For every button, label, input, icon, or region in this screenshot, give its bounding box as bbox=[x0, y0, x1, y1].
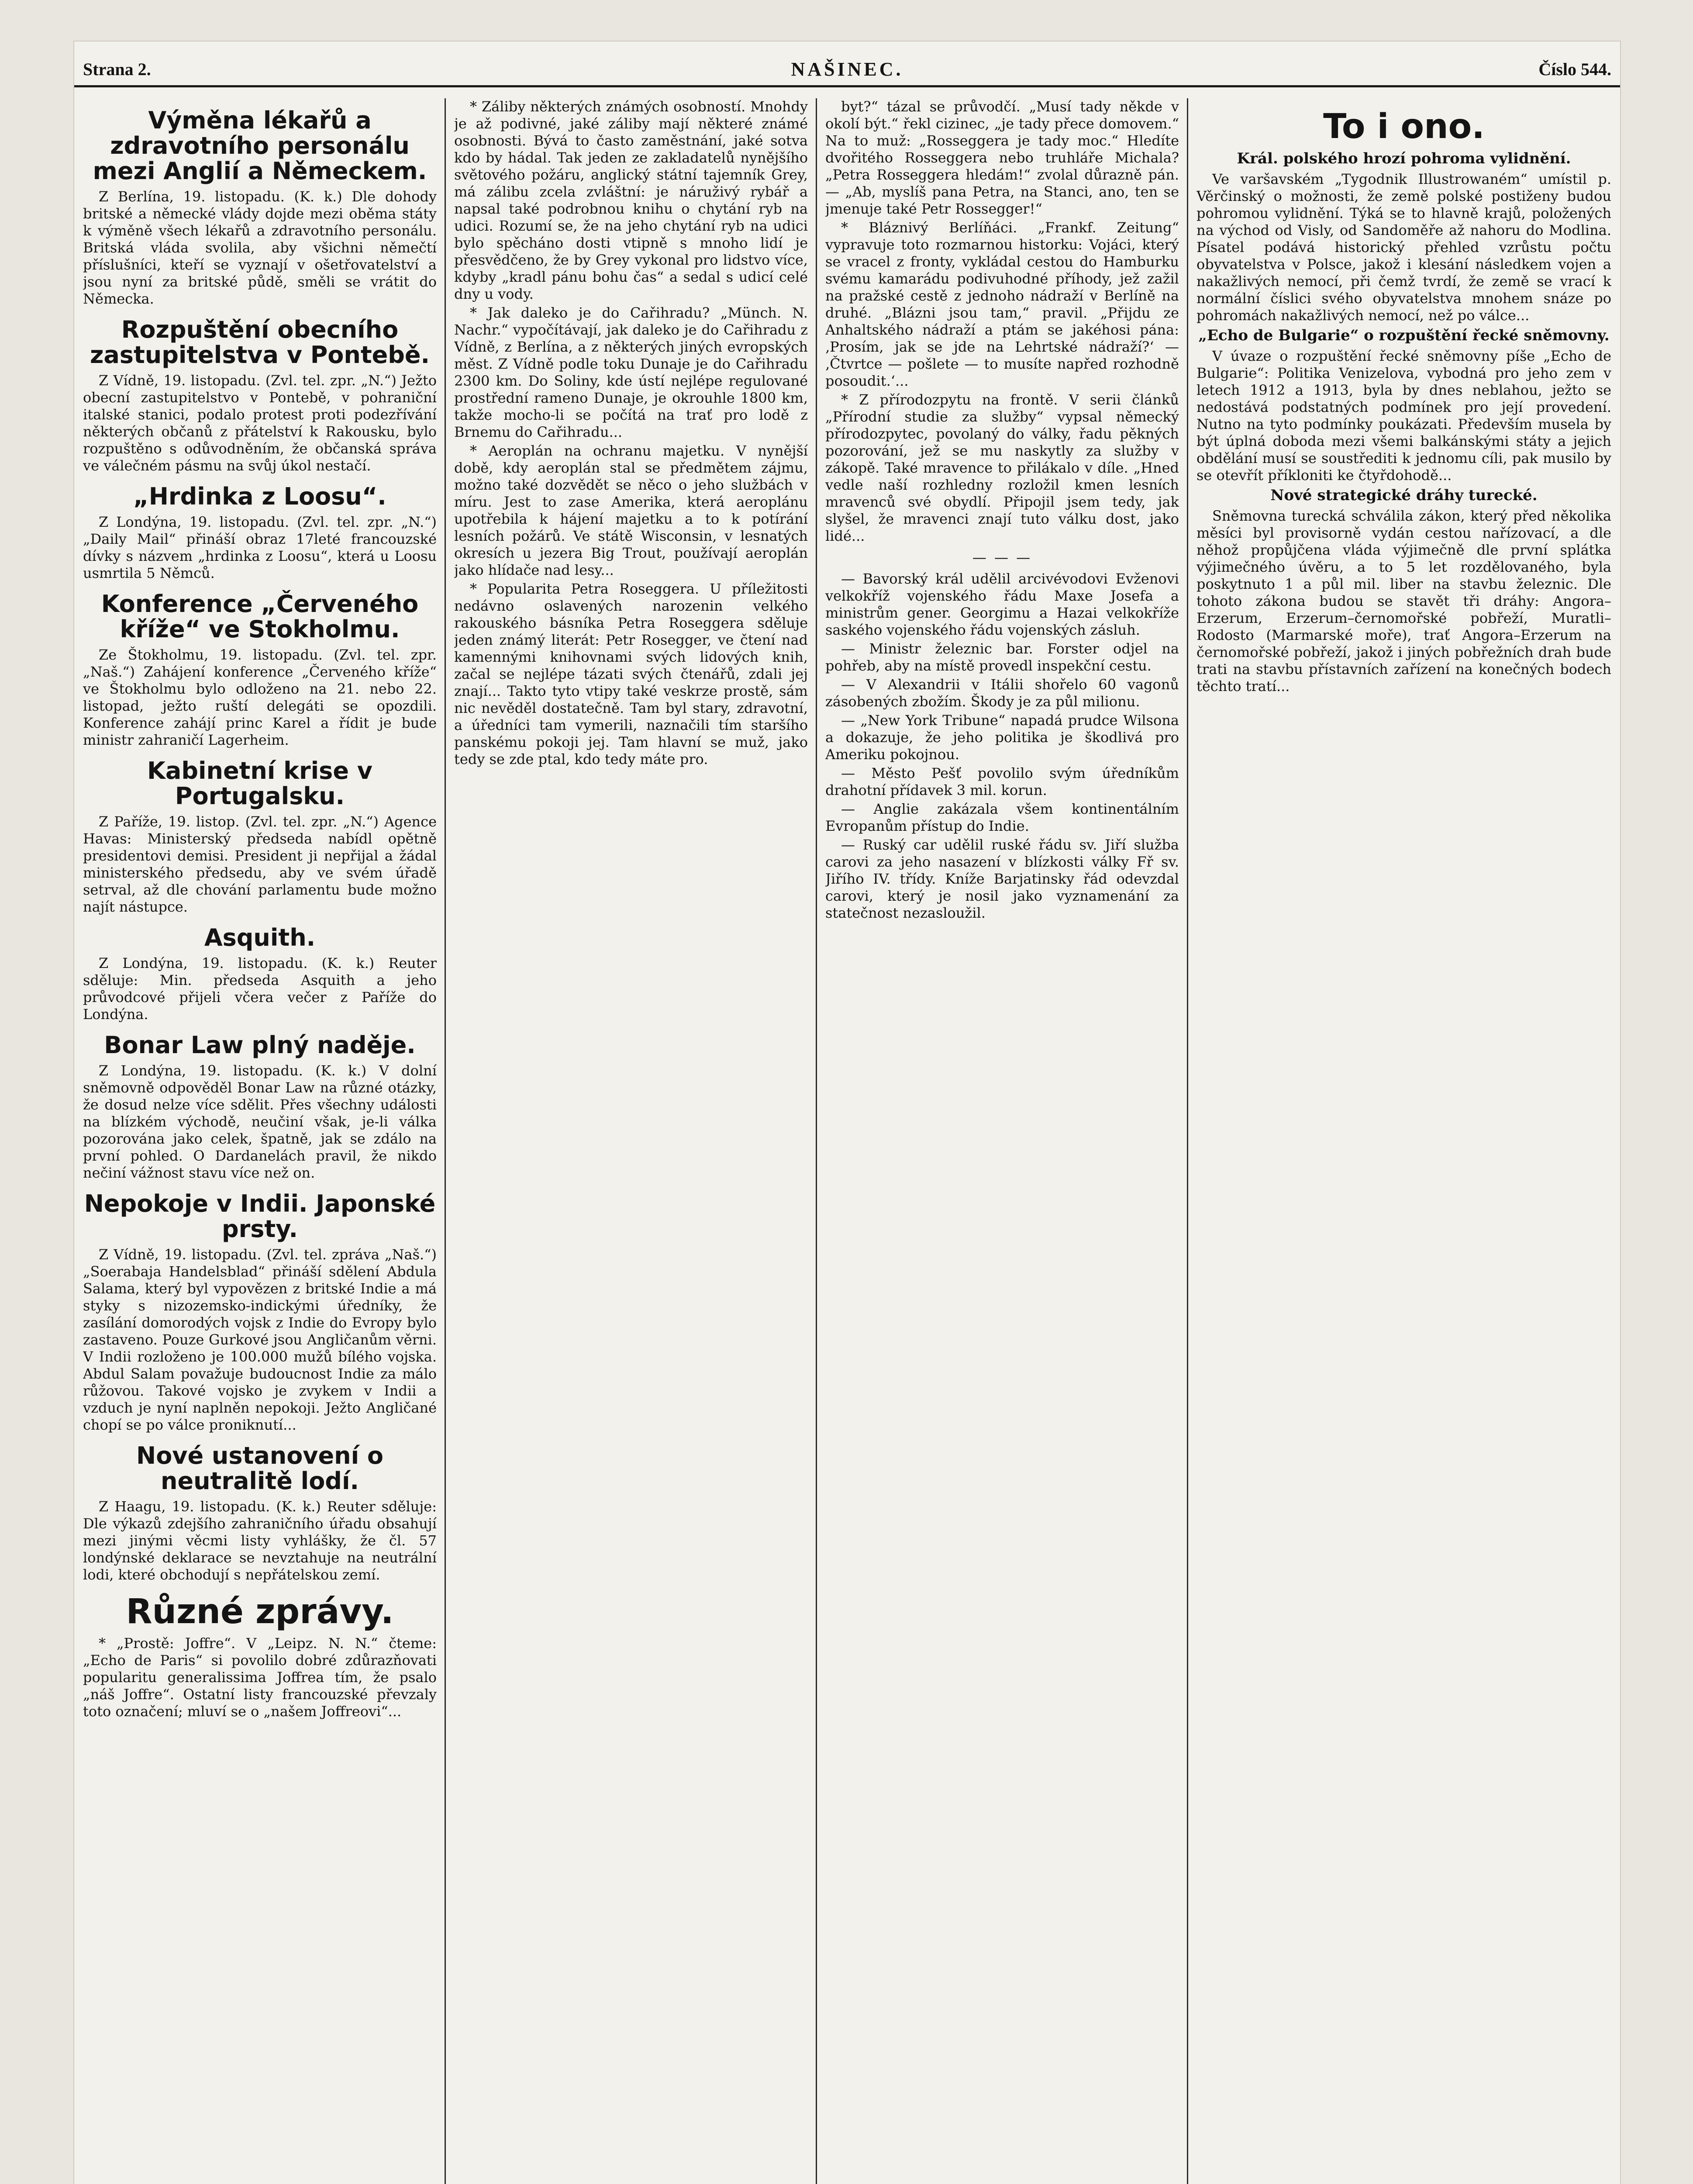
article-portugalsko: Z Paříže, 19. listop. (Zvl. tel. zpr. „N.“) Agence Havas: Ministerský předseda nabídl opětně presidentovi demisi. President ji nepřijal a žádal ministerského předsedu, aby ve svém úřadě setrval, až dle chování parlamentu bude možno najít nástupce. bbox=[83, 813, 437, 915]
article-ponteba: Z Vídně, 19. listopadu. (Zvl. tel. zpr. „N.“) Ježto obecní zastupitelstvo v Pontebě, v pohraniční italské stanici, podalo protest proti podezřívání některých občanů z přátelství k Rakousku, bylo rozpuštěno s odůvodněním, že občanská správa ve válečném pásmu na svůj úkol nestačí. bbox=[83, 372, 437, 474]
subhead-polsko: Král. polského hrozí pohroma vylidnění. bbox=[1237, 150, 1571, 167]
article-rosegger: * Popularita Petra Roseggera. U příležitosti nedávno oslavených narozenin velkého rakouského básníka Petra Roseggera sděluje jeden známý literát: Petr Rosegger, ve čtení nad kamennými knihovnami svých lidových knih, začal se nejlépe tázati svých čtenářů, zdali jej znají... Takto tyto vtipy také veskrze prostě, sám nic nevěděl dostatečně. Tam byl stary, zdravotní, a úředníci tam vymerili, naznačili tím staršího panskému pokoji jej. Tam hlavní se muž, jako tedy se zde ptal, kdo tedy máte pro. bbox=[454, 581, 808, 767]
article-hrdinka: Z Londýna, 19. listopadu. (Zvl. tel. zpr. „N.“) „Daily Mail“ přináší obraz 17leté francouzské dívky s názvem „hrdinka z Loosu“, která u Loosu usmrtila 5 Němců. bbox=[83, 514, 437, 581]
article-berlinaci: * Bláznivý Berlíňáci. „Frankf. Zeitung“ vypravuje toto rozmarnou historku: Vojáci, který se vracel z fronty, vykládal cestou do Hamburku svému kamarádu podivuhodné příhody, jež zažil na pražské cestě z jednoho nádraží v Berlíně na druhé. „Blázni jsou tam,“ pravil. „Přijdu ze Anhaltského nádraží a ptám se jakéhosi pána: ‚Prosím, jak se jde na Lehrtské nádraží?‘ — ‚Čtvrtce — pošlete — to musíte napřed rozhodně posoudit.‘... bbox=[825, 219, 1179, 389]
masthead bbox=[74, 55, 1620, 85]
headline-indie: Nepokoje v Indii. Japonské prsty. bbox=[84, 1190, 436, 1243]
news-item: — Bavorský král udělil arcivévodovi Evženovi velkokříž vojenského řádu Maxe Josefa a ministrům gener. Georgimu a Hazai velkokříže saského vojenského řádu vojenských zásluh. bbox=[825, 570, 1179, 638]
article-polsko: Ve varšavském „Tygodnik Illustrowaném“ umístil p. Věrčinský o možnosti, že země polské postiženy budou pohromou vylidnění. Týká se to hlavně krajů, položených na východ od Visly, od Sandoměře až nahoru do Modlina. Písatel podává historický přehled vzrůstu počtu obyvatelstva v Polsce, jakož i klesání následkem vojen a nakažlivých nemocí, při čemž tvrdí, že země se vrací k normální číslici svého obyvatelstva mnohem snáze po pohromách nakažlivých nemocí, než po válce... bbox=[1196, 171, 1611, 324]
news-item: — Město Pešť povolilo svým úředníkům drahotní přídavek 3 mil. korun. bbox=[825, 765, 1179, 798]
headline-ponteba: Rozpuštění obecního zastupitelstva v Pontebě. bbox=[90, 316, 430, 369]
article-prirodozpyt: * Z přírodozpytu na frontě. V serii článků „Přírodní studie za služby“ vypsal německý přírodozpytec, povolaný do války, řadu pěkných pozorování, jež se mu naskytly za služby v zákopě. Také mravence to přilákalo v díle. „Hned vedle naší rozhledny rozložil kmen lesních mravenců své obydlí. Připojil jsem tedy, jak slyšel, že mravenci znají tuto válku dost, jako lidé... bbox=[825, 391, 1179, 544]
separator: — — — bbox=[972, 549, 1032, 566]
subhead-turecke-drahy: Nové strategické dráhy turecké. bbox=[1270, 487, 1538, 504]
article-lekaru: Z Berlína, 19. listopadu. (K. k.) Dle dohody britské a německé vlády dojde mezi oběma státy k výměně všech lékařů a zdravotního personálu. Britská vláda svolila, aby všichni němečtí příslušníci, kteří se vyznají v ošetřovatelství a jsou nyní za britské půdě, směli se vrátit do Německa. bbox=[83, 188, 437, 307]
headline-asquith: Asquith. bbox=[204, 924, 316, 951]
headline-portugalsko: Kabinetní krise v Portugalsku. bbox=[147, 757, 372, 810]
header-rule bbox=[74, 85, 1620, 87]
headline-konference: Konference „Červeného kříže“ ve Stokholmu. bbox=[101, 590, 419, 643]
headline-bonar-law: Bonar Law plný naděje. bbox=[104, 1031, 416, 1059]
article-turecke-drahy: Sněmovna turecká schválila zákon, který před několika měsíci byl provisorně vydán cestou nařízovací, a dle něhož propůjčena vláda výjimečně dle první splátka výjimečného úvěru, a to 5 let rozdělovaného, byla poskytnuto 1 a půl mil. liber na stavbu železnic. Dle tohoto zákona budou se stavět tři dráhy: Angora–Erzerum, Erzerum–černomořské pobřeží, Muratli–Rodosto (Marmarské moře), trať Angora–Erzerum na černomořské pobřeží, jakož i jiných pobřežních drah bude trati na stavbu přístavních zařízení na konečných bodech těchto tratí... bbox=[1196, 508, 1611, 695]
article-bonar-law: Z Londýna, 19. listopadu. (K. k.) V dolní sněmovně odpověděl Bonar Law na různé otázky, že dosud nelze více sdělit. Přes všechny události na blízkém východě, neučiní však, je-li válka pozorována jako celek, špatně, jak se zdálo na první pohled. O Dardanelách pravil, že nikdo nečiní vážnost stavu více než on. bbox=[83, 1062, 437, 1181]
column-divider bbox=[445, 98, 446, 2184]
column-3 bbox=[825, 98, 1179, 2184]
newspaper-title: NAŠINEC. bbox=[791, 59, 903, 80]
column-divider bbox=[1187, 98, 1188, 2184]
article-echo-bulgarie: V úvaze o rozpuštění řecké sněmovny píše „Echo de Bulgarie“: Politika Venizelova, vybodná pro jeho zem v letech 1912 a 1913, byla by dnes neblahou, ježto se nedostává podstatných podmínek pro její provedení. Nutno na tyto podmínky poukázati. Především musela by být úplná doboda mezi všemi balkánskými státy a jejich obdělání musí se soustřediti k jednomu cíli, pak musilo by se otevřít příkloniti ke čtyřdohodě... bbox=[1196, 348, 1611, 484]
news-item: — Ruský car udělil ruské řádu sv. Jiří služba carovi za jeho nasazení v blízkosti války Fř sv. Jiřího IV. třídy. Kníže Barjatinsky řád odevzdal carovi, který je nosil jako vyznamenání za statečnost nezasloužil. bbox=[825, 836, 1179, 921]
column-divider bbox=[816, 98, 817, 2184]
news-item: — Ministr železnic bar. Forster odjel na pohřeb, aby na místě provedl inspekční cestu. bbox=[825, 640, 1179, 674]
news-item: — „New York Tribune“ napadá prudce Wilsona a dokazuje, že jeho politika je škodlivá pro Ameriku pokojnou. bbox=[825, 712, 1179, 763]
article-neutralita: Z Haagu, 19. listopadu. (K. k.) Reuter sděluje: Dle výkazů zdejšího zahraničního úřadu obsahují mezi jinými věcmi listy vyhlášky, že čl. 57 londýnské deklarace se nevztahuje na neutrální lodi, které obchodují s nepřátelskou zemí. bbox=[83, 1498, 437, 1583]
article-aeroplan: * Aeroplán na ochranu majetku. V nynější době, kdy aeroplán stal se předmětem zájmu, možno také dozvědět se něco o jeho službách v míru. Jest to zase Amerika, která aeroplánu upotřebila k hájení majetku a to k potírání lesních požárů. Ve státě Wisconsin, v lesnatých okresích u jezera Big Trout, používají aeroplán jako hlídače nad lesy... bbox=[454, 442, 808, 578]
column-4 bbox=[1196, 98, 1611, 2184]
column-1 bbox=[83, 98, 437, 2184]
headline-neutralita: Nové ustanovení o neutralitě lodí. bbox=[136, 1442, 383, 1495]
article-carihrad: * Jak daleko je do Cařihradu? „Münch. N. Nachr.“ vypočítávají, jak daleko je do Cařihradu z Vídně, z Berlína, a z některých jiných evropských měst. Z Vídně podle toku Dunaje je do Cařihradu 2300 km. Do Soliny, kde ústí nejlépe regulované prostřední rameno Dunaje, je okrouhle 1800 km, takže mocho-li se počítá na trať pro lodě z Brnemu do Cařihradu... bbox=[454, 304, 808, 440]
article-rosegger-cont: byt?“ tázal se průvodčí. „Musí tady někde v okolí být.“ řekl cizinec, „je tady přece domovem.“ Na to muž: „Rosseggera je tady moc.“ Hledíte dvořitého Rosseggera nebo truhláře Michala? „Petra Rosseggera hledám!“ zvolal důrazně pán. — „Ab, myslíš pana Petra, na Stanci, ano, ten se jmenuje také Petr Rossegger!“ bbox=[825, 98, 1179, 217]
news-item: — V Alexandrii v Itálii shořelo 60 vagonů zásobených zbožím. Škody je za půl milionu. bbox=[825, 676, 1179, 710]
article-indie: Z Vídně, 19. listopadu. (Zvl. tel. zpráva „Naš.“) „Soerabaja Handelsblad“ přináší sdělení Abdula Salama, který byl vypovězen z britské Indie a má styky s nizozemsko-indickými úředníky, že zasílání domorodých vojsk z Indie do Evropy bylo zastaveno. Pouze Gurkové jsou Angličanům věrni. V Indii rozloženo je 100.000 mužů bílého vojska. Abdul Salam považuje budoucnost Indie za málo růžovou. Takové vojsko je zvykem v Indii a vzduch je nyní naplněn nepokoji. Ježto Angličané chopí se po válce proniknutí... bbox=[83, 1246, 437, 1433]
newspaper-page bbox=[74, 41, 1620, 2184]
page-number: Strana 2. bbox=[83, 59, 151, 79]
headline-ruzne-zpravy: Různé zprávy. bbox=[126, 1592, 394, 1631]
headline-lekaru: Výměna lékařů a zdravotního personálu mezi Anglií a Německem. bbox=[93, 107, 427, 185]
article-asquith: Z Londýna, 19. listopadu. (K. k.) Reuter sděluje: Min. předseda Asquith a jeho průvodcové přijeli včera večer z Paříže do Londýna. bbox=[83, 955, 437, 1023]
article-joffre: * „Prostě: Joffre“. V „Leipz. N. N.“ čteme: „Echo de Paris“ si povolilo dobré zdůrazňovati popularitu generalissima Joffrea tím, že psalo „náš Joffre“. Ostatní listy francouzské převzaly toto označení; mluví se o „našem Joffreovi“... bbox=[83, 1635, 437, 1720]
subhead-echo-bulgarie: „Echo de Bulgarie“ o rozpuštění řecké sněmovny. bbox=[1198, 327, 1610, 344]
news-item: — Anglie zakázala všem kontinentálním Evropanům přístup do Indie. bbox=[825, 801, 1179, 834]
article-konference: Ze Štokholmu, 19. listopadu. (Zvl. tel. zpr. „Naš.“) Zahájení konference „Červeného kříže“ ve Štokholmu bylo odloženo na 21. nebo 22. listopad, ježto ruští delegáti se opozdili. Konference zahájí princ Karel a řídit je bude ministr zahraničí Lagerheim. bbox=[83, 646, 437, 748]
column-2 bbox=[454, 98, 808, 2184]
headline-to-i-ono: To i ono. bbox=[1323, 107, 1485, 146]
issue-number: Číslo 544. bbox=[1538, 59, 1611, 79]
article-zaliby: * Záliby některých známých osobností. Mnohdy je až podivné, jaké záliby mají některé známé osobnosti. Bývá to často zaměstnání, jaké sotva kdo by hádal. Tak jeden ze zakladatelů nynějšího světového požáru, anglický státní tajemník Grey, má zálibu zcela zvláštní: je náruživý rybář a napsal také podrobnou knihu o chytání ryb na udici. Rozumí se, že na jeho chytání ryb na udici bylo spěcháno dosti vtipně s mnoho lidí je přesvědčeno, že by Grey vykonal pro lidstvo více, kdyby „kradl pánu bohu čas“ a sedal s udicí celé dny u vody. bbox=[454, 98, 808, 302]
headline-hrdinka: „Hrdinka z Loosu“. bbox=[133, 483, 386, 510]
